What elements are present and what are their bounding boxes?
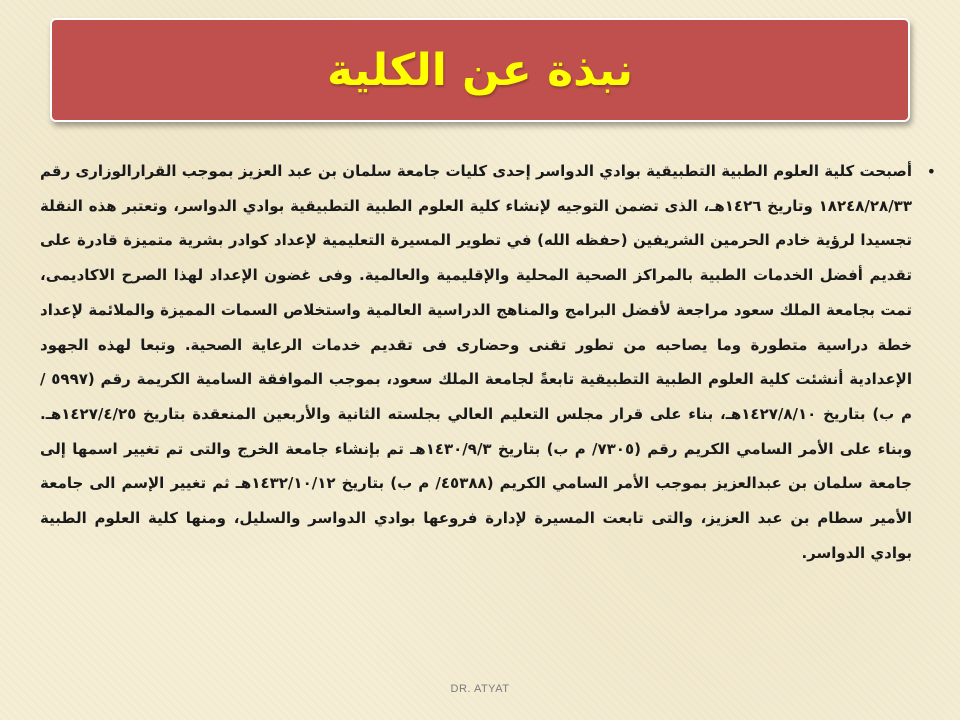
footer-author: DR. ATYAT: [450, 683, 510, 695]
body-paragraph: أصبحت كلية العلوم الطبية التطبيقية بوادي الدواسر إحدى كليات جامعة سلمان بن عبد العزيز بموجب القرارالوزارى رقم ١٨٢٤٨/٢٨/٣٣ وتاريخ ١٤٢٦هـ، الذى تضمن التوجيه لإنشاء كلية العلوم الطبية التطبيقية بوادي الدواسر، وتعتبر هذه النقلة تجسيدا لرؤية خادم الحرمين الشريفين (حفظه الله) في تطوير المسيرة التعليمية لإعداد كوادر بشرية متميزة قادرة على تقديم أفضل الخدمات الطبية بالمراكز الصحية المحلية والإقليمية والعالمية. وفى غضون الإعداد لهذا الصرح الاكاديمى، تمت بجامعة الملك سعود مراجعة لأفضل البرامج والمناهج الدراسية العالمية واستخلاص السمات المميزة والملائمة لإعداد خطة دراسية متطورة وما يصاحبه من تطور تقنى وحضارى فى تقديم خدمات الرعاية الصحية. وتبعا لهذه الجهود الإعدادية أنشئت كلية العلوم الطبية التطبيقية تابعةً لجامعة الملك سعود، بموجب الموافقة السامية الكريمة رقم (٥٩٩٧ / م ب) بتاريخ ١٤٢٧/٨/١٠هـ، بناء على قرار مجلس التعليم العالي بجلسته الثانية والأربعين المنعقدة بتاريخ ١٤٢٧/٤/٢٥هـ. وبناء على الأمر السامي الكريم رقم (٧٣٠٥/ م ب) بتاريخ ١٤٣٠/٩/٣هـ تم بإنشاء جامعة الخرج والتى تم تغيير اسمها إلى جامعة سلمان بن عبدالعزيز بموجب الأمر السامي الكريم (٤٥٣٨٨/ م ب) بتاريخ ١٤٣٢/١٠/١٢هـ ثم تغيير الإسم الى جامعة الأمير سطام بن عبد العزيز، والتى تابعت المسيرة لإدارة فروعها بوادي الدواسر والسليل، ومنها كلية العلوم الطبية بوادي الدواسر.: [40, 162, 912, 562]
slide-title: نبذة عن الكلية: [327, 44, 633, 96]
title-banner: [50, 18, 910, 122]
bullet-icon: •: [926, 162, 936, 181]
content-area: [40, 154, 936, 674]
